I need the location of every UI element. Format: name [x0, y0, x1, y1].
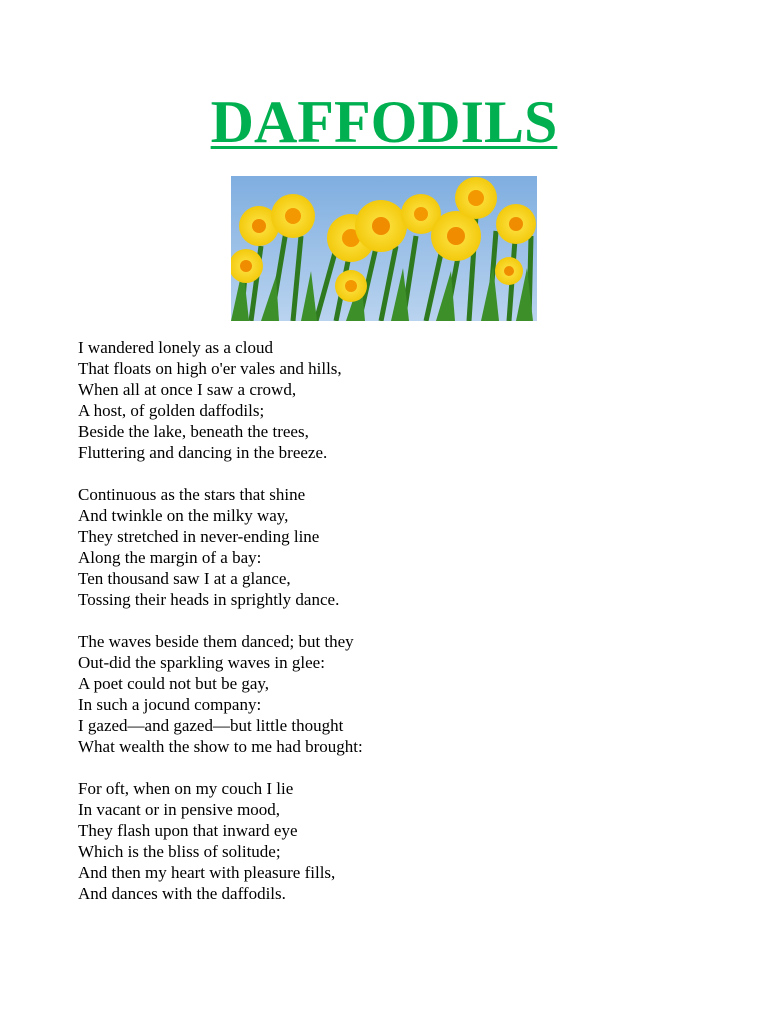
poem-line: They stretched in never-ending line	[78, 527, 320, 546]
stanza-3	[78, 631, 698, 757]
poem-line: That floats on high o'er vales and hills,	[78, 359, 342, 378]
poem-line: Beside the lake, beneath the trees,	[78, 422, 309, 441]
poem-line: In such a jocund company:	[78, 695, 262, 714]
poem-line: And twinkle on the milky way,	[78, 506, 289, 525]
poem-line: Which is the bliss of solitude;	[78, 842, 281, 861]
poem-line: The waves beside them danced; but they	[78, 632, 354, 651]
poem-line: I gazed—and gazed—but little thought	[78, 716, 344, 735]
page-title: DAFFODILS	[210, 89, 558, 155]
poem-line: I wandered lonely as a cloud	[78, 338, 273, 357]
stanza-2	[78, 484, 698, 610]
poem-line: What wealth the show to me had brought:	[78, 737, 363, 756]
poem-line: A poet could not but be gay,	[78, 674, 270, 693]
poem-line: And dances with the daffodils.	[78, 884, 286, 903]
poem-line: In vacant or in pensive mood,	[78, 800, 281, 819]
stanza-1	[78, 337, 698, 463]
poem-line: Continuous as the stars that shine	[78, 485, 306, 504]
daffodils-photo	[231, 176, 537, 321]
daffodils-illustration	[231, 176, 537, 321]
poem-line: Out-did the sparkling waves in glee:	[78, 653, 325, 672]
poem-line: When all at once I saw a crowd,	[78, 380, 297, 399]
stanza-4	[78, 778, 698, 904]
poem-line: And then my heart with pleasure fills,	[78, 863, 336, 882]
poem-body	[78, 337, 698, 925]
poem-line: For oft, when on my couch I lie	[78, 779, 294, 798]
poem-line: Ten thousand saw I at a glance,	[78, 569, 291, 588]
poem-line: Tossing their heads in sprightly dance.	[78, 590, 340, 609]
poem-line: Fluttering and dancing in the breeze.	[78, 443, 328, 462]
poem-line: Along the margin of a bay:	[78, 548, 262, 567]
poem-line: They flash upon that inward eye	[78, 821, 298, 840]
poem-line: A host, of golden daffodils;	[78, 401, 265, 420]
